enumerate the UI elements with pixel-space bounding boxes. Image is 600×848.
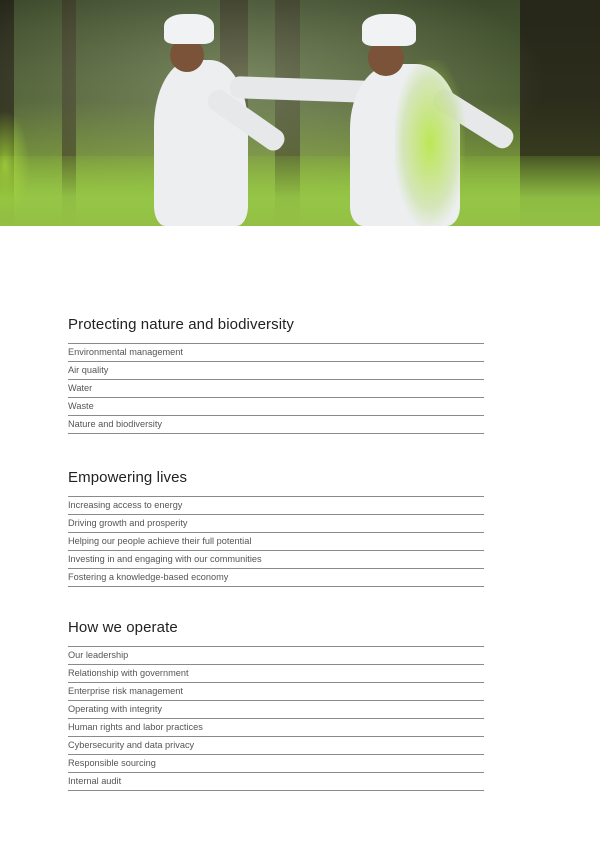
list-item: Relationship with government (68, 665, 484, 683)
section-title: Empowering lives (68, 469, 188, 486)
foreground-leaf-left (0, 110, 30, 220)
list-item: Operating with integrity (68, 701, 484, 719)
list-item: Water (68, 380, 484, 398)
list-item: Air quality (68, 362, 484, 380)
list-item: Driving growth and prosperity (68, 515, 484, 533)
topic-list (68, 343, 484, 434)
section-title: Protecting nature and biodiversity (68, 316, 295, 333)
list-item: Human rights and labor practices (68, 719, 484, 737)
right-boy (230, 12, 530, 226)
list-item: Responsible sourcing (68, 755, 484, 773)
list-item: Waste (68, 398, 484, 416)
foreground-leaf (395, 60, 465, 226)
section-how-we-operate (68, 618, 484, 791)
list-item: Nature and biodiversity (68, 416, 484, 434)
list-item: Fostering a knowledge-based economy (68, 569, 484, 587)
section-protecting-nature (68, 315, 484, 434)
topic-list (68, 496, 484, 587)
list-item: Our leadership (68, 647, 484, 665)
section-title: How we operate (68, 619, 178, 636)
list-item: Helping our people achieve their full potential (68, 533, 484, 551)
list-item: Internal audit (68, 773, 484, 791)
list-item: Environmental management (68, 344, 484, 362)
list-item: Enterprise risk management (68, 683, 484, 701)
section-empowering-lives (68, 468, 484, 587)
list-item: Cybersecurity and data privacy (68, 737, 484, 755)
hero-photo (0, 0, 600, 226)
list-item: Investing in and engaging with our communities (68, 551, 484, 569)
list-item: Increasing access to energy (68, 497, 484, 515)
topic-list (68, 646, 484, 791)
